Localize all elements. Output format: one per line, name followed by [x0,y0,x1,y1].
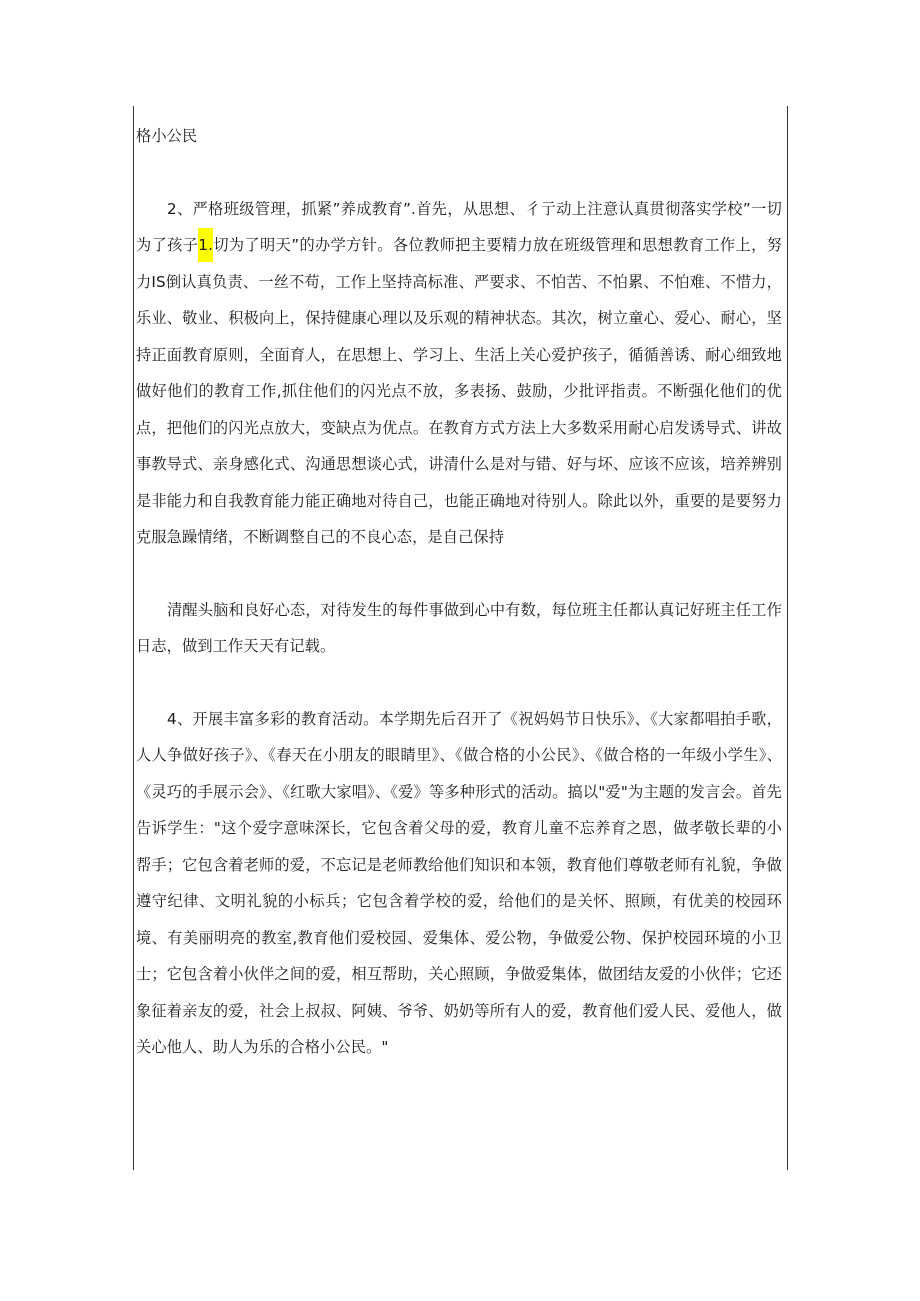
paragraph-education-activities: 4、开展丰富多彩的教育活动。本学期先后召开了《祝妈妈节日快乐》、《大家都唱拍手歌，人人争做好孩子》、《春天在小朋友的眼睛里》、《做合格的小公民》、《做合格的一年级小学生》、《灵巧的手展示会》、《红歌大家唱》、《爱》等多种形式的活动。搞以"爱"为主题的发言会。首先告诉学生："这个爱字意味深长，它包含着父母的爱，教育儿童不忘养育之恩，做孝敬长辈的小帮手；它包含着老师的爱，不忘记是老师教给他们知识和本领，教育他们尊敬老师有礼貌，争做遵守纪律、文明礼貌的小标兵；它包含着学校的爱，给他们的是关怀、照顾，有优美的校园环境、有美丽明亮的教室,教育他们爱校园、爱集体、爱公物，争做爱公物、保护校园环境的小卫士；它包含着小伙伴之间的爱，相互帮助，关心照顾，争做爱集体，做团结友爱的小伙伴；它还象征着亲友的爱，社会上叔叔、阿姨、爷爷、奶奶等所有人的爱，教育他们爱人民、爱他人，做关心他人、助人为乐的合格小公民。" [136,709,782,1056]
paragraph-continuation: 格小公民 [136,127,198,145]
highlighted-text: 1. [198,228,213,262]
paragraph-text-before-highlight: 2、严格班级管理，抓紧”养成教育”.首先，从思想、彳亍动上注意认真贯彻落实学校”一切为了孩子 [136,199,782,254]
page-right-border [787,106,788,1170]
paragraph-class-management [136,191,782,556]
document-page [136,118,782,1066]
page-left-border [133,106,134,1170]
paragraph-text-after-highlight: 切为了明天”的办学方针。各位教师把主要精力放在班级管理和思想教育工作上，努力IS倒认真负责、一丝不苟，工作上坚持高标准、严要求、不怕苦、不怕累、不怕难、不惜力，乐业、敬业、积极向上，保持健康心理以及乐观的精神状态。其次，树立童心、爱心、耐心，坚持正面教育原则，全面育人，在思想上、学习上、生活上关心爱护孩子，循循善诱、耐心细致地做好他们的教育工作,抓住他们的闪光点不放，多表扬、鼓励，少批评指责。不断强化他们的优点，把他们的闪光点放大，变缺点为优点。在教育方式方法上大多数采用耐心启发诱导式、讲故事教导式、亲身感化式、沟通思想谈心式，讲清什么是对与错、好与坏、应该不应该，培养辨别是非能力和自我教育能力能正确地对待自己，也能正确地对待别人。除此以外，重要的是要努力克服急躁情绪，不断调整自己的不良心态，是自己保持 [136,236,782,546]
paragraph-good-mindset: 清醒头脑和良好心态，对待发生的每件事做到心中有数，每位班主任都认真记好班主任工作日志，做到工作天天有记载。 [136,600,782,655]
